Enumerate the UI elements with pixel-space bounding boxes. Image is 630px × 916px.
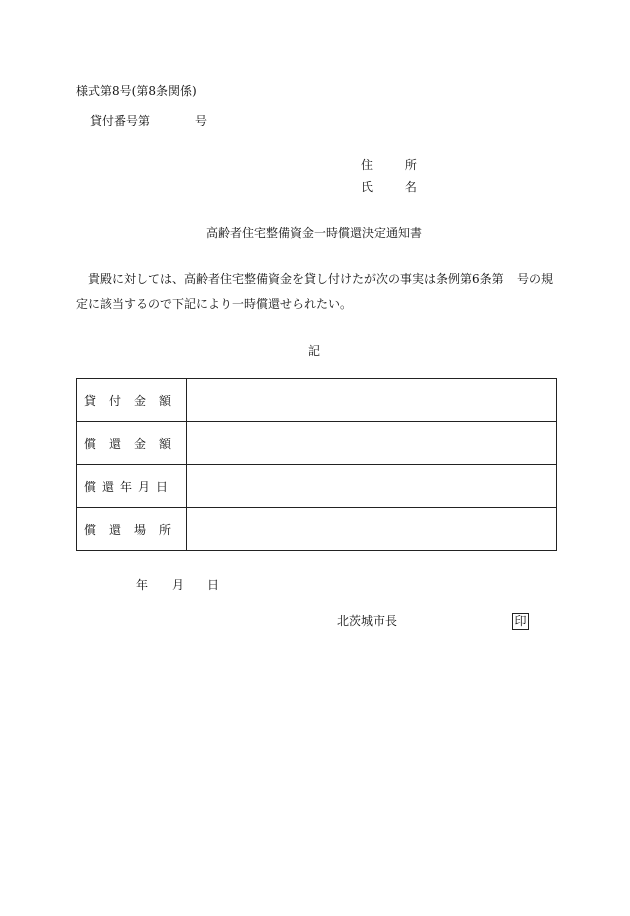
loan-amount-value: [187, 379, 557, 422]
table-row: [77, 379, 557, 422]
row-label-cell: [77, 465, 187, 508]
form-number: 様式第8号(第8条関係): [76, 84, 197, 98]
body-text-line-1: 貴殿に対しては、高齢者住宅整備資金を貸し付けたが次の事実は条例第6条第: [88, 272, 504, 286]
repayment-date-value: [187, 465, 557, 508]
repayment-amount-label: 償還金額: [84, 436, 185, 451]
name-label: 氏 名: [361, 180, 431, 194]
document-title: 高齢者住宅整備資金一時償還決定通知書: [206, 226, 423, 240]
date-month: 月: [172, 578, 185, 592]
loan-amount-label: 貸付金額: [84, 393, 185, 408]
body-text-line-2: 定に該当するので下記により一時償還せられたい。: [76, 297, 353, 311]
date-day: 日: [207, 578, 220, 592]
issuer-title: 北茨城市長: [337, 614, 398, 628]
row-label-cell: [77, 422, 187, 465]
repayment-place-value: [187, 508, 557, 551]
ki-heading: 記: [308, 344, 321, 358]
body-text-line-1-suffix: 号の規: [517, 272, 554, 286]
table-row: [77, 508, 557, 551]
table-row: [77, 465, 557, 508]
row-label-cell: [77, 508, 187, 551]
loan-number-prefix: 貸付番号第: [90, 114, 151, 128]
repayment-amount-value: [187, 422, 557, 465]
date-year: 年: [136, 578, 149, 592]
address-label: 住 所: [361, 158, 431, 172]
repayment-place-label: 償還場所: [84, 522, 185, 537]
seal-mark: 印: [512, 613, 529, 630]
loan-number-suffix: 号: [195, 114, 208, 128]
table-row: [77, 422, 557, 465]
detail-table: [76, 378, 557, 551]
repayment-date-label: 償還年月日: [84, 479, 175, 494]
row-label-cell: [77, 379, 187, 422]
